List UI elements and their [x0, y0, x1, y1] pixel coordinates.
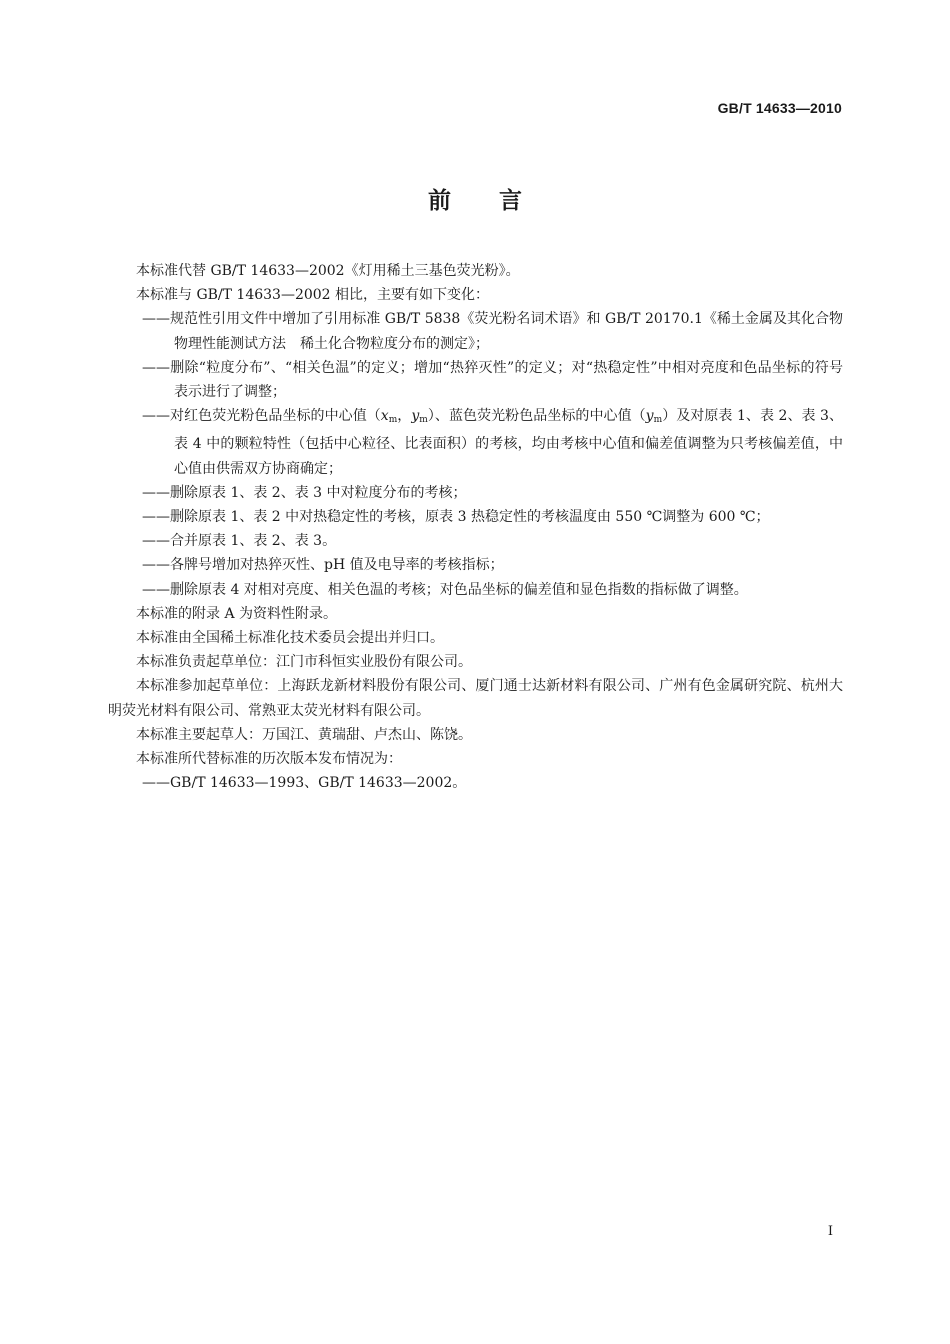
- change-item-merge-tables: ——合并原表 1、表 2、表 3。: [142, 533, 337, 550]
- change-item-thermal-stability: ——删除原表 1、表 2 中对热稳定性的考核，原表 3 热稳定性的考核温度由 550 ℃调整为 600 ℃；: [142, 509, 770, 526]
- paragraph-history-intro: 本标准所代替标准的历次版本发布情况为：: [136, 751, 402, 768]
- paragraph-drafters: 本标准主要起草人：万国江、黄瑞甜、卢杰山、陈饶。: [136, 726, 472, 743]
- change-item-particle-size: ——删除原表 1、表 2、表 3 中对粒度分布的考核；: [142, 484, 467, 501]
- change-item-chromaticity-text-b: ）、蓝色荧光粉色品坐标的中心值（: [427, 408, 646, 425]
- standard-number: GB/T 14633—2010: [717, 100, 842, 116]
- paragraph-lead-drafter: 本标准负责起草单位：江门市科恒实业股份有限公司。: [136, 654, 472, 671]
- change-item-definitions: ——删除“粒度分布”、“相关色温”的定义；增加“热猝灭性”的定义；对“热稳定性”中相对亮度和色品坐标的符号表示进行了调整；: [142, 359, 843, 401]
- change-item-chromaticity-text-a: ——对红色荧光粉色品坐标的中心值（: [142, 408, 381, 425]
- page-title: 前言: [428, 188, 570, 214]
- change-item-chromaticity: [108, 404, 843, 481]
- page-number: I: [827, 1224, 833, 1239]
- symbol-y: y: [645, 408, 654, 425]
- paragraph-changes-intro: 本标准与 GB/T 14633—2002 相比，主要有如下变化：: [136, 287, 490, 304]
- change-item-new-indicators: ——各牌号增加对热猝灭性、pH 值及电导率的考核指标；: [142, 557, 504, 574]
- change-item-table4: ——删除原表 4 对相对亮度、相关色温的考核；对色品坐标的偏差值和显色指数的指标做了调整。: [142, 581, 748, 598]
- symbol-x: x: [380, 408, 389, 425]
- paragraph-replaces: 本标准代替 GB/T 14633—2002《灯用稀土三基色荧光粉》。: [136, 263, 520, 279]
- foreword-body: [108, 259, 843, 795]
- subscript-m: m: [419, 415, 428, 426]
- change-item-references: ——规范性引用文件中增加了引用标准 GB/T 5838《荧光粉名词术语》和 GB/T 20170.1《稀土金属及其化合物物理性能测试方法 稀土化合物粒度分布的测定》；: [142, 311, 843, 352]
- subscript-m: m: [653, 415, 663, 426]
- paragraph-participating-drafters: 本标准参加起草单位：上海跃龙新材料股份有限公司、厦门通士达新材料有限公司、广州有色金属研究院、杭州大明荧光材料有限公司、常熟亚太荧光材料有限公司。: [108, 678, 843, 719]
- paragraph-proposer: 本标准由全国稀土标准化技术委员会提出并归口。: [136, 630, 444, 647]
- symbol-y: y: [411, 408, 420, 425]
- separator-comma: ，: [397, 408, 412, 425]
- subscript-m: m: [388, 415, 398, 426]
- change-item-chromaticity-text-c: ）及对原表 1、表 2、表 3、表 4 中的颗粒特性（包括中心粒径、比表面积）的考核，均由考核中心值和偏差值调整为只考核偏差值，中心值由供需双方协商确定；: [174, 408, 844, 477]
- history-item: ——GB/T 14633—1993、GB/T 14633—2002。: [142, 775, 467, 792]
- paragraph-annex: 本标准的附录 A 为资料性附录。: [136, 605, 338, 622]
